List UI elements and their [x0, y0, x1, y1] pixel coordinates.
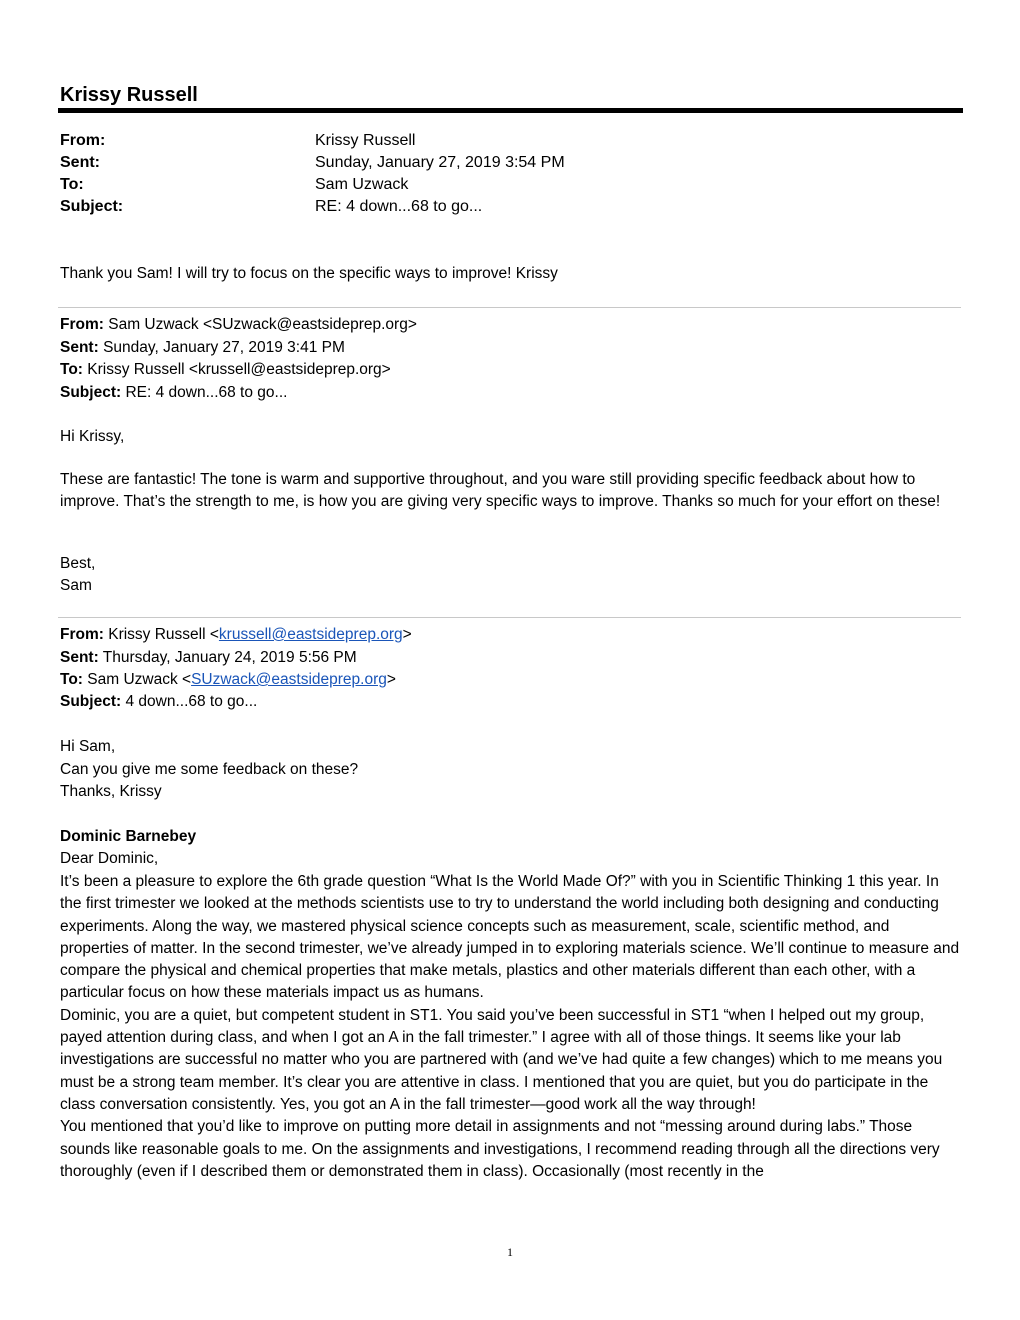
msg3-from-close: > [402, 626, 412, 643]
msg3-from [60, 626, 412, 644]
msg2-to [60, 361, 391, 379]
reply-body: Thank you Sam! I will try to focus on the specific ways to improve! Krissy [60, 265, 558, 282]
page-number: 1 [507, 1245, 513, 1259]
paragraph-2: Dominic, you are a quiet, but competent student in ST1. You said you’ve been successful in ST1 “when I helped out my group, payed attention during class, and when I got an A in the fall trimester.” I agree with all of those things. It seems like your lab investigations are successful no matter who you are partnered with (and we’ve had quite a few changes) which to me means you must be a strong team member. It’s clear you are attentive in class. I mentioned that you are quiet, but you do participate in the class conversation consistently. Yes, you got an A in the fall trimester—good work all the way through! [60, 1006, 943, 1113]
msg2-signature: Sam [60, 577, 92, 594]
msg2-from [60, 316, 417, 334]
msg2-subject [60, 384, 287, 402]
msg3-line1: Can you give me some feedback on these? [60, 761, 359, 778]
msg2-sent-value: Sunday, January 27, 2019 3:41 PM [103, 339, 345, 356]
msg2-from-value: Sam Uzwack <SUzwack@eastsideprep.org> [108, 316, 417, 333]
msg3-sent-label: Sent: [60, 649, 99, 666]
msg3-from-name: Krissy Russell < [108, 626, 219, 643]
document-title: Krissy Russell [60, 84, 198, 106]
msg2-subject-value: RE: 4 down...68 to go... [125, 384, 288, 401]
msg3-to [60, 671, 396, 689]
sent-value: Sunday, January 27, 2019 3:54 PM [315, 154, 565, 171]
subject-value: RE: 4 down...68 to go... [315, 198, 483, 215]
dear-line: Dear Dominic, [60, 850, 159, 867]
subject-label: Subject: [60, 198, 124, 215]
msg3-from-label: From: [60, 626, 104, 643]
msg3-sent-value: Thursday, January 24, 2019 5:56 PM [102, 649, 357, 666]
msg3-greeting: Hi Sam, [60, 738, 116, 755]
msg2-from-label: From: [60, 316, 104, 333]
paragraph-1: It’s been a pleasure to explore the 6th grade question “What Is the World Made Of?” with you in Scientific Thinking 1 this year. In the first trimester we looked at the methods scientists use to try to understand the world including both designing and conducting experiments. Along the way, we mastered physical science concepts such as measurement, scale, scientific method, and properties of matter. In the second trimester, we’ve already jumped in to exploring materials science. We’ll continue to measure and compare the physical and chemical properties that make metals, plastics and other materials different than each other, with a particular focus on how these materials impact us as humans. [60, 873, 960, 1002]
paragraph-3: You mentioned that you’d like to improve on putting more detail in assignments and not “messing around during labs.” Those sounds like reasonable goals to me. On the assignments and investigations, I recommend reading through all the directions very thoroughly (even if I described them or demonstrated them in class). Occasionally (most recently in the [60, 1118, 940, 1180]
msg2-sent [60, 339, 345, 357]
to-label: To: [60, 176, 84, 193]
msg2-body [60, 469, 960, 514]
msg2-body-text: These are fantastic! The tone is warm and supportive throughout, and you ware still providing specific feedback about how to improve. That’s the strength to me, is how you are giving very specific ways to improve. Thanks so much for your effort on these! [60, 471, 941, 511]
msg2-to-label: To: [60, 361, 83, 378]
msg3-sent [60, 649, 357, 667]
msg3-to-email-link[interactable]: SUzwack@eastsideprep.org [191, 671, 387, 688]
separator [58, 617, 961, 618]
msg3-from-email-link[interactable]: krussell@eastsideprep.org [218, 626, 403, 643]
to-value: Sam Uzwack [315, 176, 409, 193]
from-label: From: [60, 132, 106, 149]
msg2-to-value: Krissy Russell <krussell@eastsideprep.org> [87, 361, 391, 378]
msg3-line2: Thanks, Krissy [60, 783, 162, 800]
from-value: Krissy Russell [315, 132, 416, 149]
msg2-greeting: Hi Krissy, [60, 428, 125, 445]
sent-label: Sent: [60, 154, 100, 171]
msg2-closing: Best, [60, 555, 96, 572]
msg3-to-close: > [386, 671, 396, 688]
msg3-subject-value: 4 down...68 to go... [125, 693, 258, 710]
msg3-subject [60, 693, 257, 711]
msg2-subject-label: Subject: [60, 384, 122, 401]
letter-body [60, 871, 960, 1229]
msg2-sent-label: Sent: [60, 339, 99, 356]
student-name: Dominic Barnebey [60, 828, 197, 845]
msg3-to-label: To: [60, 671, 83, 688]
msg3-subject-label: Subject: [60, 693, 122, 710]
msg3-to-name: Sam Uzwack < [87, 671, 192, 688]
title-rule [58, 108, 963, 113]
separator [58, 307, 961, 308]
